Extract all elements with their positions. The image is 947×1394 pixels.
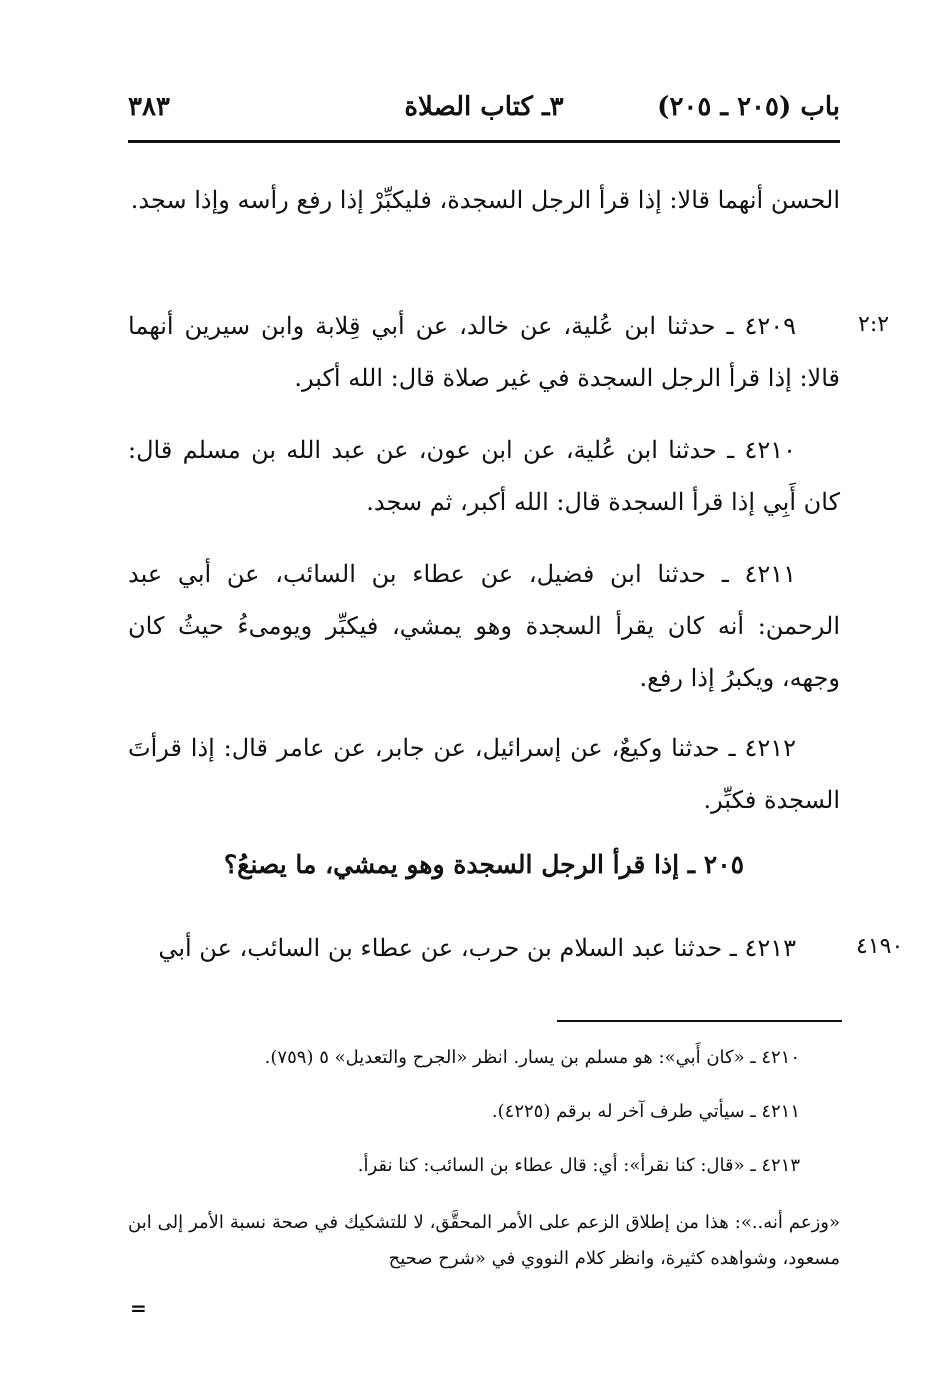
chapter-range: باب (٢٠٥ ـ ٢٠٥) xyxy=(657,92,840,122)
margin-reference: ٤١٩٠ xyxy=(856,934,904,959)
footnote-rule xyxy=(557,1020,842,1022)
header-rule xyxy=(128,140,840,143)
footnote-4211: ٤٢١١ ـ سيأتي طرف آخر له برقم (٤٢٢٥). xyxy=(491,1101,800,1122)
hadith-4212: ٤٢١٢ ـ حدثنا وكيعٌ، عن إسرائيل، عن جابر، عن عامر قال: إذا قرأتَ السجدة فكبِّر. xyxy=(128,734,840,814)
footnote-4213-note: «وزعم أنه..»: هذا من إطلاق الزعم على الأمر المحقَّق، لا للتشكيك في صحة نسبة الأمر إلى ابن مسعود، وشواهده كثيرة، وانظر كلام النووي في «شرح صحيح xyxy=(128,1212,840,1269)
hadith-4210: ٤٢١٠ ـ حدثنا ابن عُلية، عن ابن عون، عن عبد الله بن مسلم قال: كان أَبِي إذا قرأ السجدة قال: الله أكبر، ثم سجد. xyxy=(128,436,840,516)
footnote-4210: ٤٢١٠ ـ «كان أَبي»: هو مسلم بن يسار. انظر «الجرح والتعديل» ٥ (٧٥٩). xyxy=(264,1047,800,1068)
book-title: ٣ـ كتاب الصلاة xyxy=(404,92,564,122)
page-number: ٣٨٣ xyxy=(128,92,170,122)
footnote-4213: ٤٢١٣ ـ «قال: كنا نقرأ»: أي: قال عطاء بن السائب: كنا نقرأ. xyxy=(357,1155,800,1176)
hadith-4209: ٤٢٠٩ ـ حدثنا ابن عُلية، عن خالد، عن أبي قِلابة وابن سيرين أنهما قالا: إذا قرأ الرجل السجدة في غير صلاة قال: الله أكبر. xyxy=(128,312,840,392)
running-header xyxy=(128,92,840,136)
paragraph-continuation: الحسن أنهما قالا: إذا قرأ الرجل السجدة، فليكبِّرْ إذا رفع رأسه وإذا سجد. xyxy=(130,186,840,214)
hadith-4211: ٤٢١١ ـ حدثنا ابن فضيل، عن عطاء بن السائب، عن أبي عبد الرحمن: أنه كان يقرأ السجدة وهو يمشي، فيكبِّر ويومىءُ حيثُ كان وجهه، ويكبرُ إذا رفع. xyxy=(128,560,840,692)
margin-reference: ٢:٢ xyxy=(858,312,890,337)
section-heading: ٢٠٥ ـ إذا قرأ الرجل السجدة وهو يمشي، ما يصنعُ؟ xyxy=(223,850,745,879)
continuation-mark: = xyxy=(130,1296,147,1320)
hadith-4213: ٤٢١٣ ـ حدثنا عبد السلام بن حرب، عن عطاء بن السائب، عن أبي xyxy=(158,934,796,962)
